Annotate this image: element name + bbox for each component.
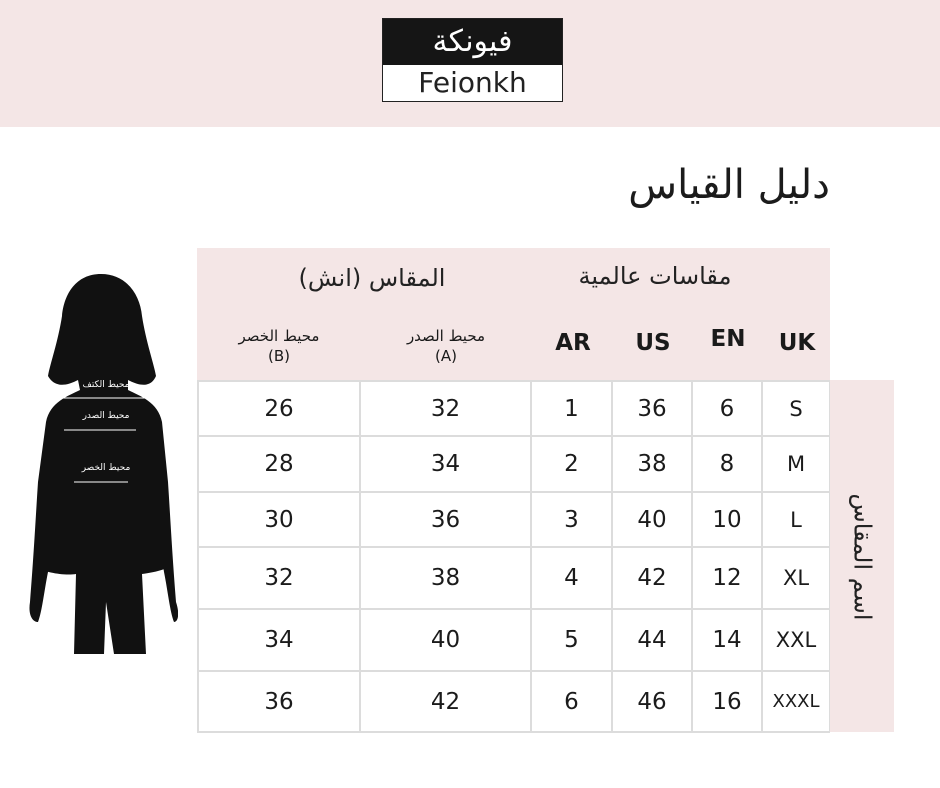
cell-waist: 34: [199, 610, 359, 670]
col-chest-label: محيط الصدر: [406, 327, 486, 345]
col-waist: [200, 326, 358, 366]
figure-shoulder-label: محيط الكتف: [82, 380, 130, 390]
cell-ar: 6: [532, 672, 611, 731]
col-chest: [362, 326, 530, 366]
cell-en: 8: [693, 437, 761, 491]
cell-ar: 1: [532, 382, 611, 435]
brand-name-ar: فيونكة: [383, 19, 562, 65]
cell-ar: 2: [532, 437, 611, 491]
col-ar: AR: [555, 330, 591, 356]
col-waist-sub: (B): [267, 347, 290, 365]
col-waist-label: محيط الخصر: [238, 327, 320, 345]
cell-us: 36: [613, 382, 691, 435]
cell-waist: 28: [199, 437, 359, 491]
cell-chest: 42: [361, 672, 530, 731]
cell-uk: M: [763, 437, 829, 491]
cell-us: 44: [613, 610, 691, 670]
cell-waist: 26: [199, 382, 359, 435]
cell-chest: 38: [361, 548, 530, 608]
cell-chest: 40: [361, 610, 530, 670]
cell-us: 46: [613, 672, 691, 731]
brand-name-en: Feionkh: [418, 66, 527, 99]
page-title: دليل القياس: [628, 162, 830, 208]
cell-us: 38: [613, 437, 691, 491]
cell-chest: 34: [361, 437, 530, 491]
cell-uk: XXXL: [763, 672, 829, 731]
cell-ar: 4: [532, 548, 611, 608]
figure-chest-label: محيط الصدر: [82, 411, 130, 421]
cell-en: 6: [693, 382, 761, 435]
cell-chest: 32: [361, 382, 530, 435]
cell-en: 10: [693, 493, 761, 546]
size-name-text: اسم المقاس: [848, 493, 877, 621]
cell-uk: L: [763, 493, 829, 546]
col-us: US: [635, 330, 671, 356]
cell-ar: 3: [532, 493, 611, 546]
cell-us: 40: [613, 493, 691, 546]
col-chest-sub: (A): [435, 347, 457, 365]
cell-uk: XL: [763, 548, 829, 608]
cell-ar: 5: [532, 610, 611, 670]
cell-waist: 32: [199, 548, 359, 608]
brand-logo: [382, 18, 563, 102]
col-uk: UK: [778, 330, 816, 356]
measurement-heading: المقاس (انش): [298, 264, 446, 292]
cell-waist: 30: [199, 493, 359, 546]
cell-uk: XXL: [763, 610, 829, 670]
cell-waist: 36: [199, 672, 359, 731]
cell-en: 14: [693, 610, 761, 670]
cell-uk: S: [763, 382, 829, 435]
size-name-label: [830, 382, 894, 732]
international-sizes-heading: مقاسات عالمية: [578, 262, 732, 290]
cell-en: 16: [693, 672, 761, 731]
cell-chest: 36: [361, 493, 530, 546]
cell-en: 12: [693, 548, 761, 608]
cell-us: 42: [613, 548, 691, 608]
col-en: EN: [710, 326, 746, 352]
figure-waist-label: محيط الخصر: [81, 463, 131, 473]
